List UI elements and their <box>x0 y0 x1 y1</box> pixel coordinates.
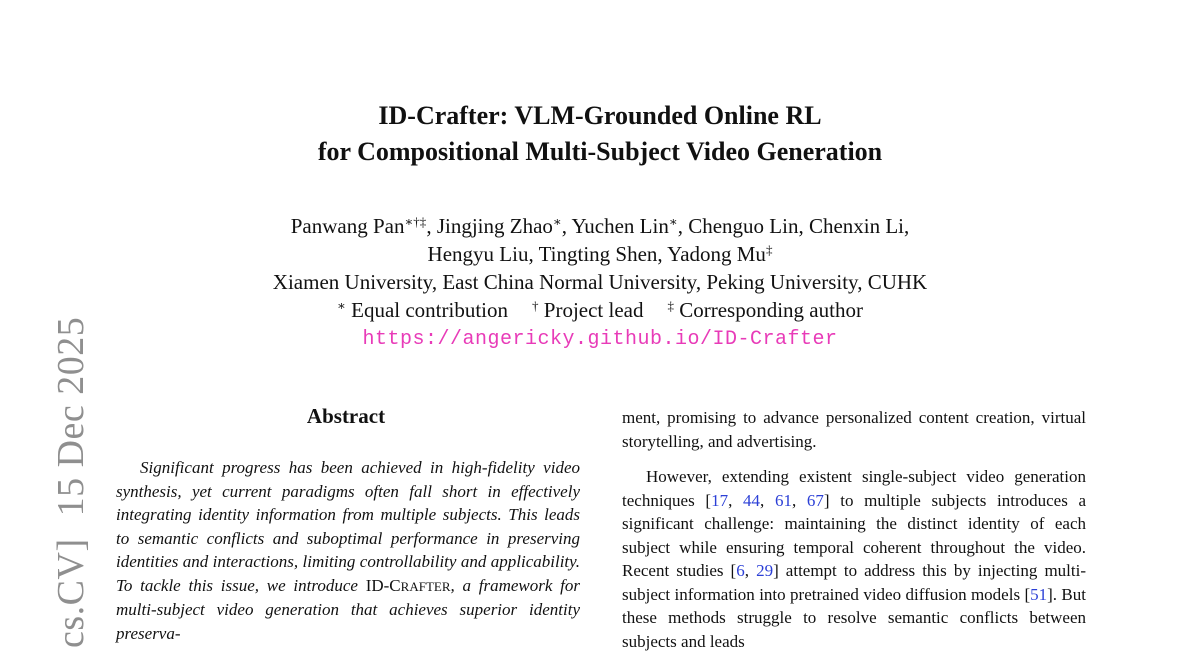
intro-text: ]. But these methods struggle to resolve semantic conflicts between subjects and leads <box>622 584 1086 651</box>
lead-label: Project lead <box>538 298 644 322</box>
citation-link[interactable]: 6 <box>736 561 745 580</box>
author-block <box>150 212 1050 354</box>
abstract-body <box>116 456 580 645</box>
citation-sep: , <box>728 490 744 510</box>
intro-text: However, extending existent single-subject video generation techniques [ <box>622 467 1086 510</box>
author-name: , Jingjing Zhao <box>426 214 553 238</box>
title-line-2: for Compositional Multi-Subject Video Generation <box>317 137 883 166</box>
lead-mark: † <box>532 297 539 313</box>
arxiv-date: 15 Dec 2025 <box>50 316 92 517</box>
intro-text: ] to multiple subjects introduces a significant challenge: maintaining the distinct identity of each subject while ensuring temporal coherent throughout the video. Recent studies [ <box>622 490 1087 580</box>
citation-sep: , <box>744 561 757 580</box>
citation-sep: , <box>760 490 775 510</box>
intro-paragraph-2 <box>622 465 1086 653</box>
author-line-2 <box>150 240 1050 268</box>
citation-link[interactable]: 51 <box>1030 584 1048 604</box>
corr-mark: ‡ <box>667 297 674 313</box>
citation-link[interactable]: 61 <box>774 490 792 510</box>
introduction-body <box>622 406 1086 653</box>
citation-link[interactable]: 17 <box>711 490 729 510</box>
author-name: , Yuchen Lin <box>561 214 669 238</box>
project-lead-note <box>532 298 643 322</box>
abstract-paragraph <box>116 456 580 645</box>
intro-paragraph-1: ment, promising to advance personalized content creation, virtual storytelling, and advertising. <box>622 408 1086 451</box>
arxiv-category: cs.CV] <box>50 538 92 648</box>
arxiv-stamp <box>52 317 90 648</box>
method-name <box>366 576 451 595</box>
abstract-text-cont: , a framework for multi-subject video generation that achieves superior identity preserva- <box>116 575 580 643</box>
author-line-1 <box>150 212 1050 240</box>
method-name-rest: RAFTER <box>400 578 451 594</box>
corr-label: Corresponding author <box>673 298 863 322</box>
citation-sep: , <box>791 490 807 510</box>
citation-link[interactable]: 29 <box>756 561 774 580</box>
intro-text: ] attempt to address this by injecting multi-subject information into pretrained video diffusion models [ <box>622 561 1087 604</box>
paper-title <box>200 98 1000 170</box>
citation-link[interactable]: 67 <box>806 490 824 510</box>
author-name: Panwang Pan <box>290 214 405 238</box>
affiliations: Xiamen University, East China Normal University, Peking University, CUHK <box>272 270 928 294</box>
author-name: , Chenguo Lin, Chenxin Li, <box>677 214 910 238</box>
author-marks: ∗ <box>668 213 678 229</box>
abstract-text: Significant progress has been achieved in high-fidelity video synthesis, yet current paradigms often fall short in effectively integrating identity information from multiple subjects. This leads to semantic conflicts and suboptimal performance in preserving identities and interactions, limiting controllability and applicability. To tackle this issue, we introduce <box>116 458 580 595</box>
project-url-link[interactable]: https://angericky.github.io/ID-Crafter <box>362 328 838 351</box>
author-marks: ∗†‡ <box>404 213 427 229</box>
citation-link[interactable]: 44 <box>743 490 761 510</box>
author-names: Hengyu Liu, Tingting Shen, Yadong Mu <box>427 242 766 266</box>
equal-label: Equal contribution <box>345 298 509 322</box>
equal-mark: ∗ <box>337 297 346 313</box>
author-marks: ∗ <box>552 213 562 229</box>
contribution-notes <box>150 296 1050 324</box>
method-name-initial: ID-C <box>365 575 401 595</box>
author-marks: ‡ <box>765 241 773 257</box>
equal-contribution-note <box>337 298 508 322</box>
title-line-1: ID-Crafter: VLM-Grounded Online RL <box>378 101 822 130</box>
corresponding-author-note <box>667 298 862 322</box>
abstract-heading: Abstract <box>306 404 386 428</box>
